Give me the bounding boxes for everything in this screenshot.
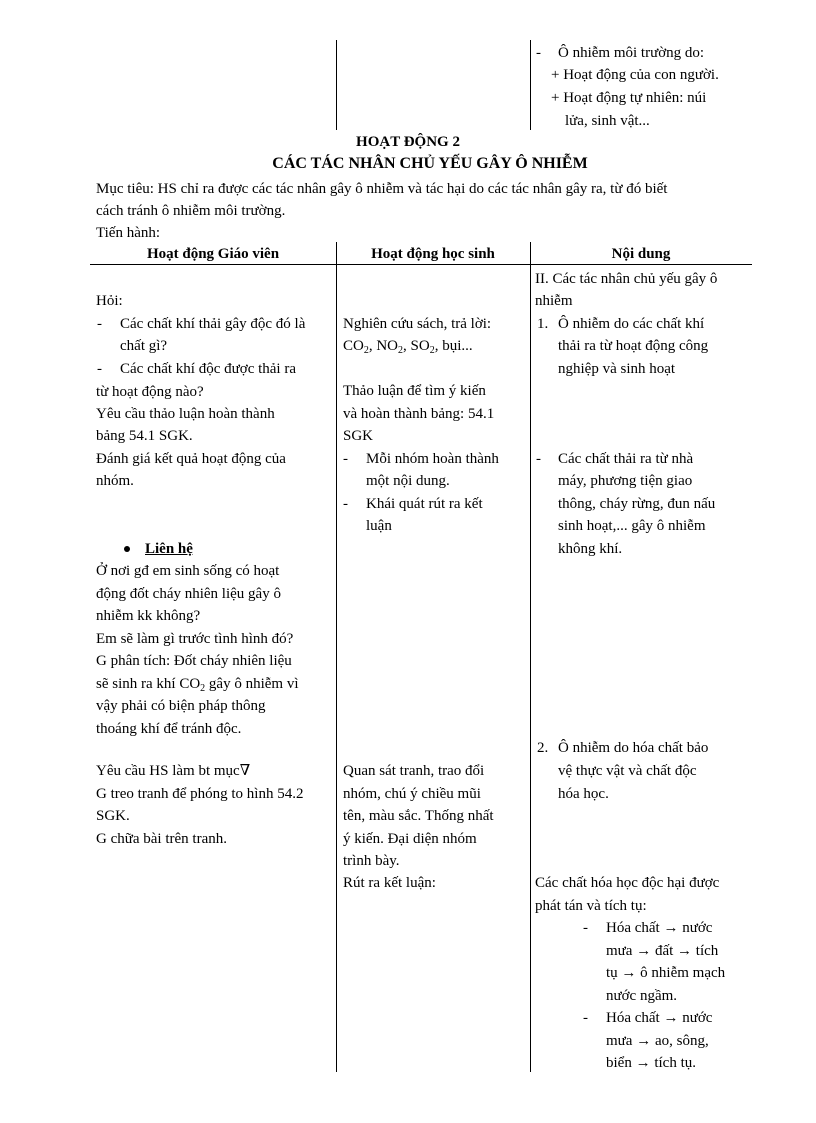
teacher-q1a: Các chất khí thải gây độc đó là xyxy=(120,316,306,332)
teacher-eval-b: nhóm. xyxy=(96,473,134,489)
header-teacher: Hoạt động Giáo viên xyxy=(146,246,280,262)
student-o6: Rút ra kết luận: xyxy=(343,875,436,891)
teacher-r3: SGK. xyxy=(96,808,130,824)
section-title-1: HOẠT ĐỘNG 2 xyxy=(356,134,460,150)
teacher-l2: động đốt cháy nhiên liệu gây ô xyxy=(96,586,281,602)
teacher-req1b: bảng 54.1 SGK. xyxy=(96,428,193,444)
content-p1c: tụ → ô nhiễm mạch xyxy=(606,965,726,981)
content-c2: nhiễm xyxy=(535,293,573,309)
student-o3: tên, màu sắc. Thống nhất xyxy=(343,808,494,824)
top-col-divider-1 xyxy=(336,40,337,130)
content-p1a: Hóa chất → nước xyxy=(606,920,713,936)
content-n2c: hóa học. xyxy=(558,786,609,802)
student-so: , SO xyxy=(403,338,430,354)
header-content: Nội dung xyxy=(611,246,671,262)
content-c1: II. Các tác nhân chủ yếu gây ô xyxy=(535,271,718,287)
student-s2 xyxy=(343,335,473,357)
content-n2b: vệ thực vật và chất độc xyxy=(558,763,697,779)
top-dash: - xyxy=(536,45,541,61)
content-p2c: biển → tích tụ. xyxy=(606,1055,696,1071)
student-co: CO xyxy=(343,338,364,354)
teacher-l6 xyxy=(96,673,299,695)
content-n1a: Ô nhiễm do các chất khí xyxy=(558,316,705,332)
student-b2b: luận xyxy=(366,518,392,534)
objective-line-2: cách tránh ô nhiễm môi trường. xyxy=(96,203,286,219)
student-o2: nhóm, chú ý chiều mũi xyxy=(343,786,481,802)
content-n2a: Ô nhiễm do hóa chất bảo xyxy=(558,740,709,756)
teacher-l6-sub: 2 xyxy=(200,683,206,694)
student-dash-1: - xyxy=(343,451,348,467)
content-d1e: không khí. xyxy=(558,541,623,557)
top-plus-1: + Hoạt động của con người. xyxy=(551,67,719,83)
teacher-l6b: gây ô nhiễm vì xyxy=(205,676,299,692)
student-no: , NO xyxy=(368,338,399,354)
student-s5: SGK xyxy=(343,428,374,444)
content-h2: phát tán và tích tụ: xyxy=(535,898,647,914)
student-s1: Nghiên cứu sách, trả lời: xyxy=(343,316,492,332)
teacher-l1: Ở nơi gđ em sinh sống có hoạt xyxy=(96,563,280,579)
student-sub-3: 2 xyxy=(429,345,435,356)
content-h1: Các chất hóa học độc hại được xyxy=(535,875,720,891)
student-b2a: Khái quát rút ra kết xyxy=(366,496,483,512)
content-d1b: máy, phương tiện giao xyxy=(558,473,693,489)
content-p1d: nước ngầm. xyxy=(606,988,678,1004)
teacher-q1b: chất gì? xyxy=(120,338,168,354)
table-col-divider-1 xyxy=(336,242,337,1072)
student-end: , bụi... xyxy=(434,338,473,354)
teacher-l5: G phân tích: Đốt cháy nhiên liệu xyxy=(96,653,292,669)
student-o4: ý kiến. Đại diện nhóm xyxy=(343,831,477,847)
teacher-r1: Yêu cầu HS làm bt mục∇ xyxy=(96,763,251,779)
content-dash-2: - xyxy=(583,920,588,936)
teacher-r2: G treo tranh để phóng to hình 54.2 xyxy=(96,786,304,802)
content-p2a: Hóa chất → nước xyxy=(606,1010,713,1026)
student-o5: trình bày. xyxy=(343,853,400,869)
content-n1c: nghiệp và sinh hoạt xyxy=(558,361,676,377)
content-d1c: thông, cháy rừng, đun nấu xyxy=(558,496,716,512)
content-n2: 2. xyxy=(537,740,549,756)
link-heading: Liên hệ xyxy=(145,541,193,557)
teacher-l8: thoáng khí để tránh độc. xyxy=(96,721,242,737)
teacher-eval-a: Đánh giá kết quả hoạt động của xyxy=(96,451,286,467)
teacher-q2a: Các chất khí độc được thải ra xyxy=(120,361,296,377)
teacher-l4: Em sẽ làm gì trước tình hình đó? xyxy=(96,631,294,647)
bullet-dot-icon xyxy=(124,546,130,552)
table-col-divider-2 xyxy=(530,242,531,1072)
proceed-label: Tiến hành: xyxy=(96,225,161,241)
student-s4: và hoàn thành bảng: 54.1 xyxy=(343,406,495,422)
teacher-r4: G chữa bài trên tranh. xyxy=(96,831,227,847)
teacher-dash-2: - xyxy=(97,361,102,377)
header-student: Hoạt động học sinh xyxy=(371,246,495,262)
student-sub-2: 2 xyxy=(398,345,404,356)
content-n1b: thải ra từ hoạt động công xyxy=(558,338,709,354)
student-sub-1: 2 xyxy=(363,345,369,356)
content-d1a: Các chất thải ra từ nhà xyxy=(558,451,694,467)
teacher-req1a: Yêu cầu thảo luận hoàn thành xyxy=(96,406,275,422)
content-n1: 1. xyxy=(537,316,549,332)
content-dash-3: - xyxy=(583,1010,588,1026)
teacher-q2b: từ hoạt động nào? xyxy=(96,384,204,400)
student-o1: Quan sát tranh, trao đổi xyxy=(343,763,485,779)
teacher-l7: vậy phải có biện pháp thông xyxy=(96,698,266,714)
top-plus-2b: lửa, sinh vật... xyxy=(565,113,650,129)
student-dash-2: - xyxy=(343,496,348,512)
top-plus-2: + Hoạt động tự nhiên: núi xyxy=(551,90,707,106)
student-s3: Thảo luận để tìm ý kiến xyxy=(343,383,486,399)
section-title-2: CÁC TÁC NHÂN CHỦ YẾU GÂY Ô NHIỄM xyxy=(272,155,588,172)
content-d1d: sinh hoạt,... gây ô nhiễm xyxy=(558,518,706,534)
content-p2b: mưa → ao, sông, xyxy=(606,1033,709,1049)
student-b1b: một nội dung. xyxy=(366,473,450,489)
teacher-l3: nhiễm kk không? xyxy=(96,608,201,624)
student-b1a: Mỗi nhóm hoàn thành xyxy=(366,451,499,467)
teacher-l6a: sẽ sinh ra khí CO xyxy=(96,676,201,692)
top-heading-line: Ô nhiễm môi trường do: xyxy=(558,45,705,61)
top-col-divider-2 xyxy=(530,40,531,130)
content-dash-1: - xyxy=(536,451,541,467)
teacher-dash-1: - xyxy=(97,316,102,332)
content-p1b: mưa → đất → tích xyxy=(606,943,719,959)
teacher-ask: Hỏi: xyxy=(96,293,123,309)
objective-line-1: Mục tiêu: HS chỉ ra được các tác nhân gây ô nhiễm và tác hại do các tác nhân gây ra, từ đó biết xyxy=(96,181,668,197)
